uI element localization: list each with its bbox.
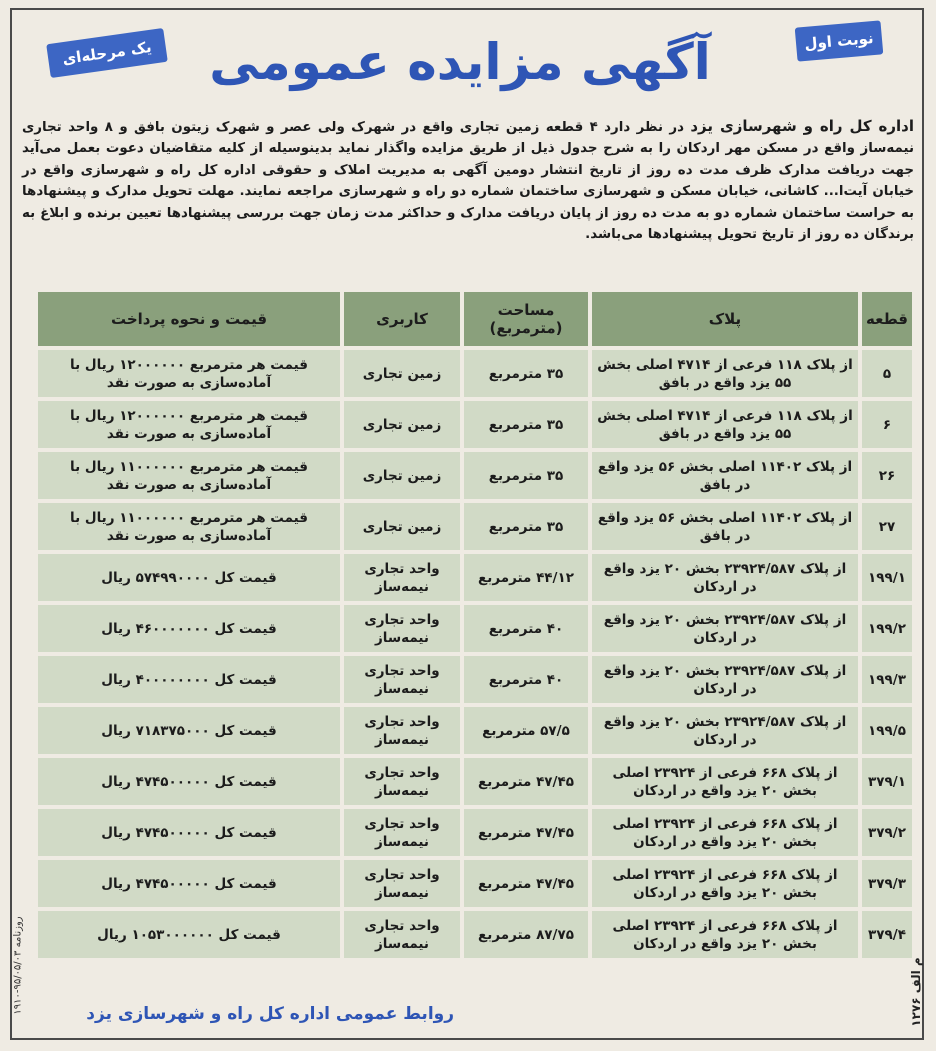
cell-area: ۳۵ مترمربع <box>464 452 588 499</box>
table-row <box>38 656 912 703</box>
cell-area: ۳۵ مترمربع <box>464 350 588 397</box>
cell-price: قیمت کل ۴۰۰۰۰۰۰۰۰ ریال <box>38 656 340 703</box>
cell-lot: ۱۹۹/۵ <box>862 707 912 754</box>
header-area: مساحت (مترمربع) <box>464 292 588 346</box>
cell-price: قیمت کل ۴۷۴۵۰۰۰۰۰ ریال <box>38 860 340 907</box>
header-plate: پلاک <box>592 292 858 346</box>
cell-usage: واحد تجاری نیمه‌ساز <box>344 911 460 958</box>
cell-area: ۴۷/۴۵ مترمربع <box>464 758 588 805</box>
table-row <box>38 605 912 652</box>
cell-plate: از پلاک ۲۳۹۲۴/۵۸۷ بخش ۲۰ یزد واقع در اردکان <box>592 656 858 703</box>
header-usage: کاربری <box>344 292 460 346</box>
cell-price: قیمت هر مترمربع ۱۲۰۰۰۰۰۰ ریال با آماده‌سازی به صورت نقد <box>38 401 340 448</box>
ad-code-note: م الف ۱۲۷۶ <box>909 957 923 1027</box>
cell-usage: واحد تجاری نیمه‌ساز <box>344 707 460 754</box>
cell-usage: زمین تجاری <box>344 503 460 550</box>
cell-usage: زمین تجاری <box>344 350 460 397</box>
intro-paragraph <box>22 116 914 245</box>
cell-area: ۴۷/۴۵ مترمربع <box>464 860 588 907</box>
one-stage-badge: یک مرحله‌ای <box>46 28 168 78</box>
cell-price: قیمت کل ۷۱۸۳۷۵۰۰۰ ریال <box>38 707 340 754</box>
cell-plate: از پلاک ۶۶۸ فرعی از ۲۳۹۲۴ اصلی بخش ۲۰ یزد واقع در اردکان <box>592 758 858 805</box>
newspaper-date-note: روزنامه ۹۵/۰۵/۰۳-۱۹۱۰ <box>12 916 24 1015</box>
cell-usage: واحد تجاری نیمه‌ساز <box>344 860 460 907</box>
cell-price: قیمت هر مترمربع ۱۱۰۰۰۰۰۰ ریال با آماده‌سازی به صورت نقد <box>38 452 340 499</box>
first-turn-badge: نوبت اول <box>795 20 884 61</box>
cell-usage: واحد تجاری نیمه‌ساز <box>344 758 460 805</box>
cell-usage: واحد تجاری نیمه‌ساز <box>344 809 460 856</box>
table-header-row <box>38 292 912 346</box>
cell-area: ۳۵ مترمربع <box>464 401 588 448</box>
cell-price: قیمت کل ۵۷۴۹۹۰۰۰۰ ریال <box>38 554 340 601</box>
table-row <box>38 401 912 448</box>
cell-usage: زمین تجاری <box>344 401 460 448</box>
cell-lot: ۱۹۹/۳ <box>862 656 912 703</box>
auction-table <box>34 288 916 962</box>
intro-lead: اداره کل راه و شهرسازی یزد <box>690 117 914 135</box>
cell-lot: ۱۹۹/۲ <box>862 605 912 652</box>
cell-price: قیمت هر مترمربع ۱۲۰۰۰۰۰۰ ریال با آماده‌سازی به صورت نقد <box>38 350 340 397</box>
public-relations-footer: روابط عمومی اداره کل راه و شهرسازی یزد <box>86 1004 454 1024</box>
cell-usage: زمین تجاری <box>344 452 460 499</box>
cell-lot: ۲۶ <box>862 452 912 499</box>
table-row <box>38 911 912 958</box>
cell-plate: از پلاک ۱۱۸ فرعی از ۴۷۱۴ اصلی بخش ۵۵ یزد واقع در بافق <box>592 350 858 397</box>
ad-title: آگهی مزایده عمومی <box>209 33 711 91</box>
table-row <box>38 860 912 907</box>
cell-area: ۸۷/۷۵ مترمربع <box>464 911 588 958</box>
intro-text: در نظر دارد ۴ قطعه زمین تجاری واقع در شهرک ولی عصر و شهرک زیتون بافق و ۸ واحد تجاری نیمه‌ساز واقع در مسکن مهر اردکان را به شرح جدول ذیل از طریق مزایده واگذار نماید بدینوسیله از کلیه متقاضیان دعوت بعمل می‌آید جهت دریافت مدارک ظرف مدت ده روز از تاریخ انتشار دومین آگهی به مدیریت املاک و حقوقی اداره کل راه و شهرسازی واقع در خیابان آیت‌ا... کاشانی، خیابان مسکن و شهرسازی ساختمان شماره دو راه و شهرسازی مراجعه نمایند. مهلت تحویل مدارک و پیشنهادها به حراست ساختمان شماره دو به مدت ده روز از پایان دریافت مدارک و حداکثر مدت زمان جهت بررسی پیشنهادها تعیین برنده و ابلاغ به برندگان ده روز از تاریخ تحویل پیشنهادها می‌باشد. <box>22 120 914 243</box>
cell-price: قیمت کل ۱۰۵۳۰۰۰۰۰۰ ریال <box>38 911 340 958</box>
header-price: قیمت و نحوه پرداخت <box>38 292 340 346</box>
cell-plate: از پلاک ۱۱۸ فرعی از ۴۷۱۴ اصلی بخش ۵۵ یزد واقع در بافق <box>592 401 858 448</box>
cell-lot: ۵ <box>862 350 912 397</box>
cell-lot: ۳۷۹/۲ <box>862 809 912 856</box>
cell-usage: واحد تجاری نیمه‌ساز <box>344 656 460 703</box>
cell-lot: ۱۹۹/۱ <box>862 554 912 601</box>
cell-lot: ۳۷۹/۳ <box>862 860 912 907</box>
cell-usage: واحد تجاری نیمه‌ساز <box>344 605 460 652</box>
cell-plate: از پلاک ۶۶۸ فرعی از ۲۳۹۲۴ اصلی بخش ۲۰ یزد واقع در اردکان <box>592 809 858 856</box>
cell-area: ۵۷/۵ مترمربع <box>464 707 588 754</box>
table-row <box>38 707 912 754</box>
cell-plate: از پلاک ۶۶۸ فرعی از ۲۳۹۲۴ اصلی بخش ۲۰ یزد واقع در اردکان <box>592 911 858 958</box>
cell-lot: ۶ <box>862 401 912 448</box>
cell-area: ۴۰ مترمربع <box>464 656 588 703</box>
cell-plate: از پلاک ۲۳۹۲۴/۵۸۷ بخش ۲۰ یزد واقع در اردکان <box>592 554 858 601</box>
cell-usage: واحد تجاری نیمه‌ساز <box>344 554 460 601</box>
table-row <box>38 503 912 550</box>
cell-price: قیمت کل ۴۶۰۰۰۰۰۰۰ ریال <box>38 605 340 652</box>
table-row <box>38 758 912 805</box>
cell-plate: از پلاک ۱۱۴۰۲ اصلی بخش ۵۶ یزد واقع در بافق <box>592 452 858 499</box>
table-row <box>38 809 912 856</box>
cell-price: قیمت کل ۴۷۴۵۰۰۰۰۰ ریال <box>38 758 340 805</box>
table-row <box>38 554 912 601</box>
cell-area: ۴۷/۴۵ مترمربع <box>464 809 588 856</box>
cell-area: ۴۴/۱۲ مترمربع <box>464 554 588 601</box>
cell-plate: از پلاک ۶۶۸ فرعی از ۲۳۹۲۴ اصلی بخش ۲۰ یزد واقع در اردکان <box>592 860 858 907</box>
cell-plate: از پلاک ۲۳۹۲۴/۵۸۷ بخش ۲۰ یزد واقع در اردکان <box>592 605 858 652</box>
cell-area: ۴۰ مترمربع <box>464 605 588 652</box>
table-row <box>38 452 912 499</box>
cell-price: قیمت هر مترمربع ۱۱۰۰۰۰۰۰ ریال با آماده‌سازی به صورت نقد <box>38 503 340 550</box>
cell-plate: از پلاک ۱۱۴۰۲ اصلی بخش ۵۶ یزد واقع در بافق <box>592 503 858 550</box>
cell-plate: از پلاک ۲۳۹۲۴/۵۸۷ بخش ۲۰ یزد واقع در اردکان <box>592 707 858 754</box>
cell-price: قیمت کل ۴۷۴۵۰۰۰۰۰ ریال <box>38 809 340 856</box>
cell-area: ۳۵ مترمربع <box>464 503 588 550</box>
cell-lot: ۳۷۹/۱ <box>862 758 912 805</box>
table-row <box>38 350 912 397</box>
cell-lot: ۳۷۹/۴ <box>862 911 912 958</box>
cell-lot: ۲۷ <box>862 503 912 550</box>
header-lot: قطعه <box>862 292 912 346</box>
